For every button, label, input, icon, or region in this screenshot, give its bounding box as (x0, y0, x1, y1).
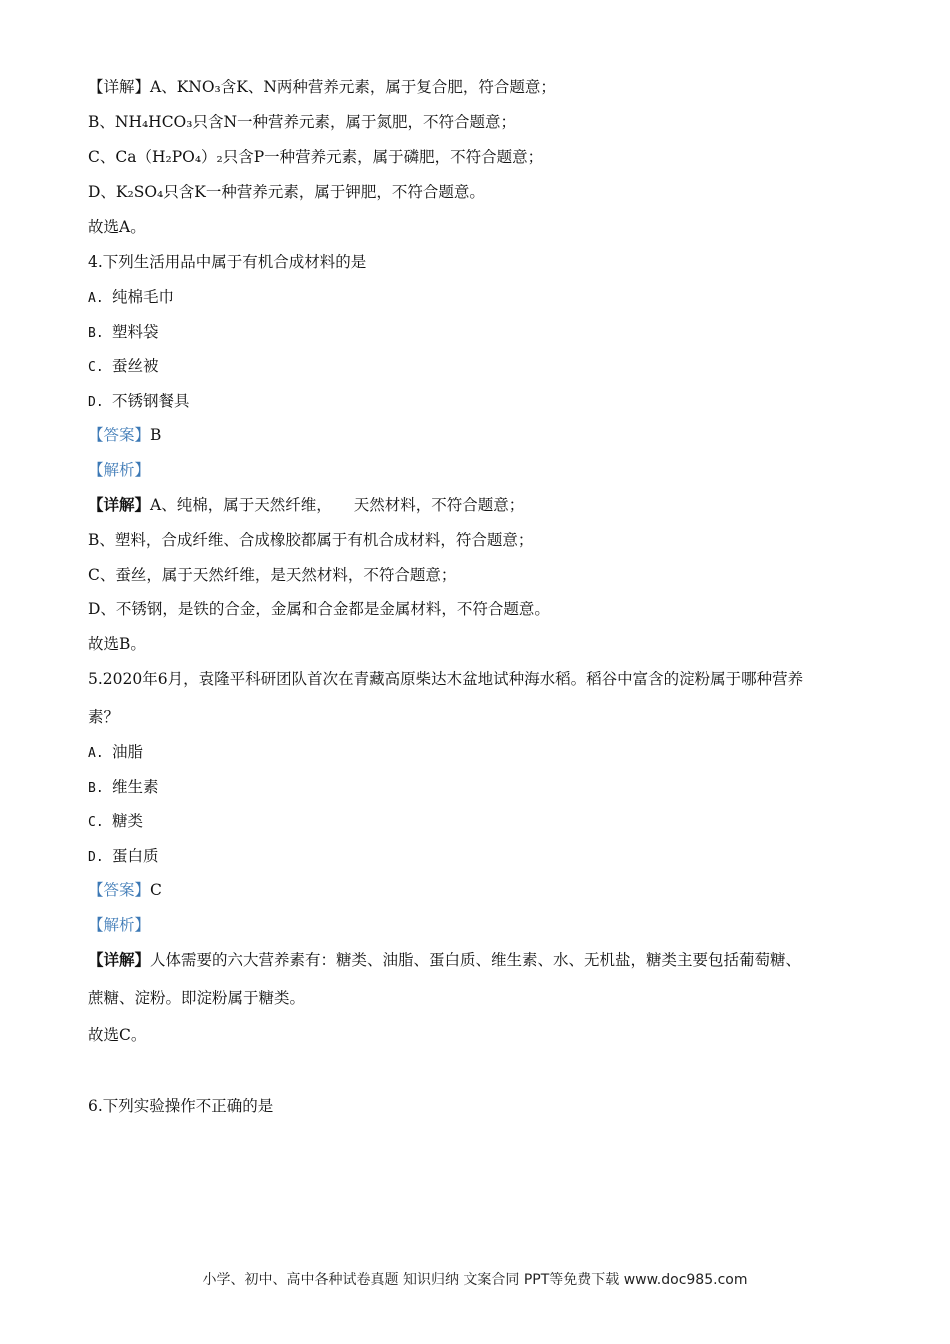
q5-analysis-tag: 【解析】 (88, 916, 151, 934)
q4-detail-c: C、蚕丝，属于天然纤维，是天然材料，不符合题意； (88, 566, 457, 584)
q4-conclusion: 故选B。 (88, 635, 146, 653)
option-label: D. (88, 850, 104, 865)
option-text: 不锈钢餐具 (112, 392, 190, 410)
q5-option-a (88, 742, 890, 764)
option-text: 纯棉毛巾 (112, 288, 175, 306)
q4-detail-d: D、不锈钢，是铁的合金，金属和合金都是金属材料，不符合题意。 (88, 600, 550, 618)
q5-detail-line1 (88, 950, 890, 970)
answer-tag: 【答案】 (88, 426, 151, 444)
q4-option-b (88, 322, 890, 344)
q4-analysis-tag: 【解析】 (88, 461, 151, 479)
option-text: 糖类 (112, 812, 144, 830)
q3-detail-b: B、NH₄HCO₃只含N一种营养元素，属于氮肥，不符合题意； (88, 113, 517, 131)
q5-question-line2: 素？ (88, 708, 120, 726)
q5-detail-line2: 蔗糖、淀粉。即淀粉属于糖类。 (88, 989, 306, 1007)
q5-answer (88, 880, 890, 900)
answer-value: C (150, 881, 162, 899)
q4-option-c (88, 356, 890, 378)
detail-text: A、纯棉，属于天然纤维， (150, 496, 332, 514)
option-text: 油脂 (112, 743, 144, 761)
option-label: A. (88, 746, 104, 761)
q4-detail-b: B、塑料，合成纤维、合成橡胶都属于有机合成材料，符合题意； (88, 531, 534, 549)
detail-tag: 【详解】 (88, 495, 151, 514)
q4-question: 4.下列生活用品中属于有机合成材料的是 (88, 253, 367, 271)
detail-text: 人体需要的六大营养素有：糖类、油脂、蛋白质、维生素、水、无机盐，糖类主要包括葡萄糖、 (150, 951, 802, 969)
option-label: D. (88, 395, 104, 410)
q5-option-c (88, 811, 890, 833)
option-label: B. (88, 326, 104, 341)
q5-question-line1: 5.2020年6月，袁隆平科研团队首次在青藏高原柴达木盆地试种海水稻。稻谷中富含的淀粉属于哪种营养 (88, 670, 804, 688)
q6-question: 6.下列实验操作不正确的是 (88, 1097, 274, 1115)
option-label: C. (88, 360, 104, 375)
option-text: 蚕丝被 (112, 357, 159, 375)
option-label: C. (88, 815, 104, 830)
detail-text: 天然材料，不符合题意； (353, 496, 525, 514)
q3-conclusion: 故选A。 (88, 218, 146, 236)
option-text: 维生素 (112, 778, 159, 796)
q4-option-d (88, 391, 890, 413)
option-label: A. (88, 291, 104, 306)
q3-detail-d: D、K₂SO₄只含K一种营养元素，属于钾肥，不符合题意。 (88, 183, 485, 201)
answer-tag: 【答案】 (88, 881, 151, 899)
q3-detail-a: 【详解】A、KNO₃含K、N两种营养元素，属于复合肥，符合题意； (88, 78, 556, 96)
answer-value: B (150, 426, 162, 444)
option-text: 塑料袋 (112, 323, 159, 341)
q4-option-a (88, 287, 890, 309)
option-text: 蛋白质 (112, 847, 159, 865)
detail-tag: 【详解】 (88, 950, 151, 969)
q3-detail-c: C、Ca（H₂PO₄）₂只含P一种营养元素，属于磷肥，不符合题意； (88, 148, 544, 166)
q4-detail-a (88, 495, 890, 515)
q5-option-d (88, 846, 890, 868)
option-label: B. (88, 781, 104, 796)
q5-option-b (88, 777, 890, 799)
page-footer: 小学、初中、高中各种试卷真题 知识归纳 文案合同 PPT等免费下载 www.doc985.com (202, 1272, 748, 1288)
q5-conclusion: 故选C。 (88, 1026, 147, 1044)
q4-answer (88, 425, 890, 445)
